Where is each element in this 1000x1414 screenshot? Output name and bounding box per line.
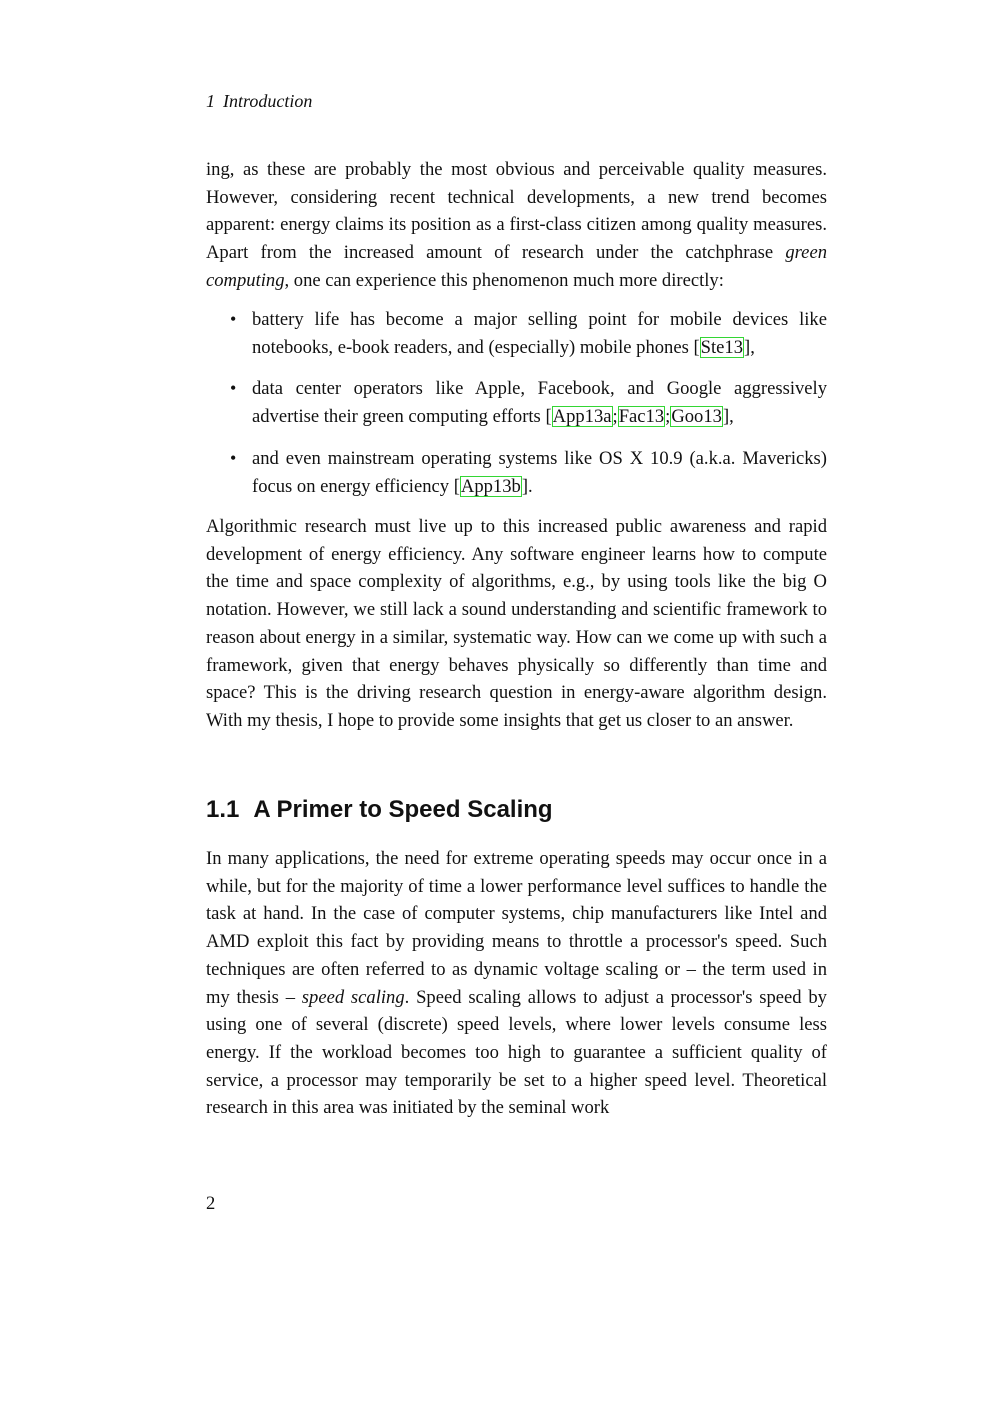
chapter-title: Introduction [223, 91, 313, 111]
list-item-text: ]. [521, 475, 533, 497]
paragraph-text: . Speed scaling allows to adjust a processor's speed by using one of several (discrete) speed levels, where lower levels consume less energy. If the workload becomes too high to guarantee a sufficient quality of service, a processor may temporarily be set to a higher speed level. Theoretical research in this area was initiated by the seminal work [206, 986, 827, 1119]
citation-link[interactable]: Goo13 [671, 406, 722, 428]
bullet-icon: • [230, 309, 237, 329]
emphasis-speed-scaling: speed scaling [301, 986, 405, 1008]
bullet-list [206, 306, 827, 514]
paragraph-text: , one can experience this phenomenon much more directly: [284, 269, 724, 291]
section-heading [206, 794, 553, 826]
list-item [206, 306, 827, 361]
paragraph-text: In many applications, the need for extreme operating speeds may occur once in a while, but for the majority of time a lower performance level suffices to handle the task at hand. In the case of computer systems, chip manufacturers like Intel and AMD exploit this fact by providing means to throttle a processor's speed. Such techniques are often referred to as dynamic voltage scaling or – the term used in my thesis – [206, 848, 827, 1008]
citation-link[interactable]: Ste13 [700, 336, 744, 358]
citation-link[interactable]: App13a [552, 406, 612, 428]
list-item-text: ], [722, 406, 734, 428]
citation-link[interactable]: Fac13 [618, 406, 665, 428]
emphasis-green-computing: green computing [206, 242, 827, 291]
citation-link[interactable]: App13b [460, 475, 521, 497]
paragraph-intro [206, 156, 827, 295]
bullet-icon: • [230, 447, 237, 468]
bullet-icon: • [230, 378, 237, 399]
list-item [206, 445, 827, 500]
list-item [206, 375, 827, 430]
list-item-text: data center operators like Apple, Facebook, and Google aggressively advertise their green computing efforts [ [252, 378, 827, 428]
list-item-text: battery life has become a major selling point for mobile devices like notebooks, e-book readers, and (especially) mobile phones [ [252, 309, 827, 358]
page-number: 2 [206, 1193, 216, 1214]
chapter-number: 1 [206, 91, 215, 111]
paragraph-speed-scaling [206, 845, 827, 1122]
section-title: A Primer to Speed Scaling [253, 796, 553, 823]
paragraph-text: ing, as these are probably the most obvious and perceivable quality measures. However, considering recent technical developments, a new trend becomes apparent: energy claims its position as a first-class citizen among quality measures. Apart from the increased amount of research under the catchphrase [206, 159, 827, 264]
citation-separator: ; [612, 406, 618, 428]
citation-separator: ; [665, 406, 671, 428]
paragraph-research [206, 513, 827, 735]
list-item-text: and even mainstream operating systems like OS X 10.9 (a.k.a. Mavericks) focus on energy efficiency [ [252, 447, 827, 497]
paragraph-text: Algorithmic research must live up to this increased public awareness and rapid development of energy efficiency. Any software engineer learns how to compute the time and space complexity of algorithms, e.g., by using tools like the big O notation. However, we still lack a sound understanding and scientific framework to reason about energy in a similar, systematic way. How can we come up with such a framework, given that energy behaves physically so differently than time and space? This is the driving research question in energy-aware algorithm design. With my thesis, I hope to provide some insights that get us closer to an answer. [206, 516, 827, 731]
list-item-text: ], [744, 336, 755, 358]
section-number: 1.1 [206, 796, 240, 823]
running-header [206, 89, 312, 113]
